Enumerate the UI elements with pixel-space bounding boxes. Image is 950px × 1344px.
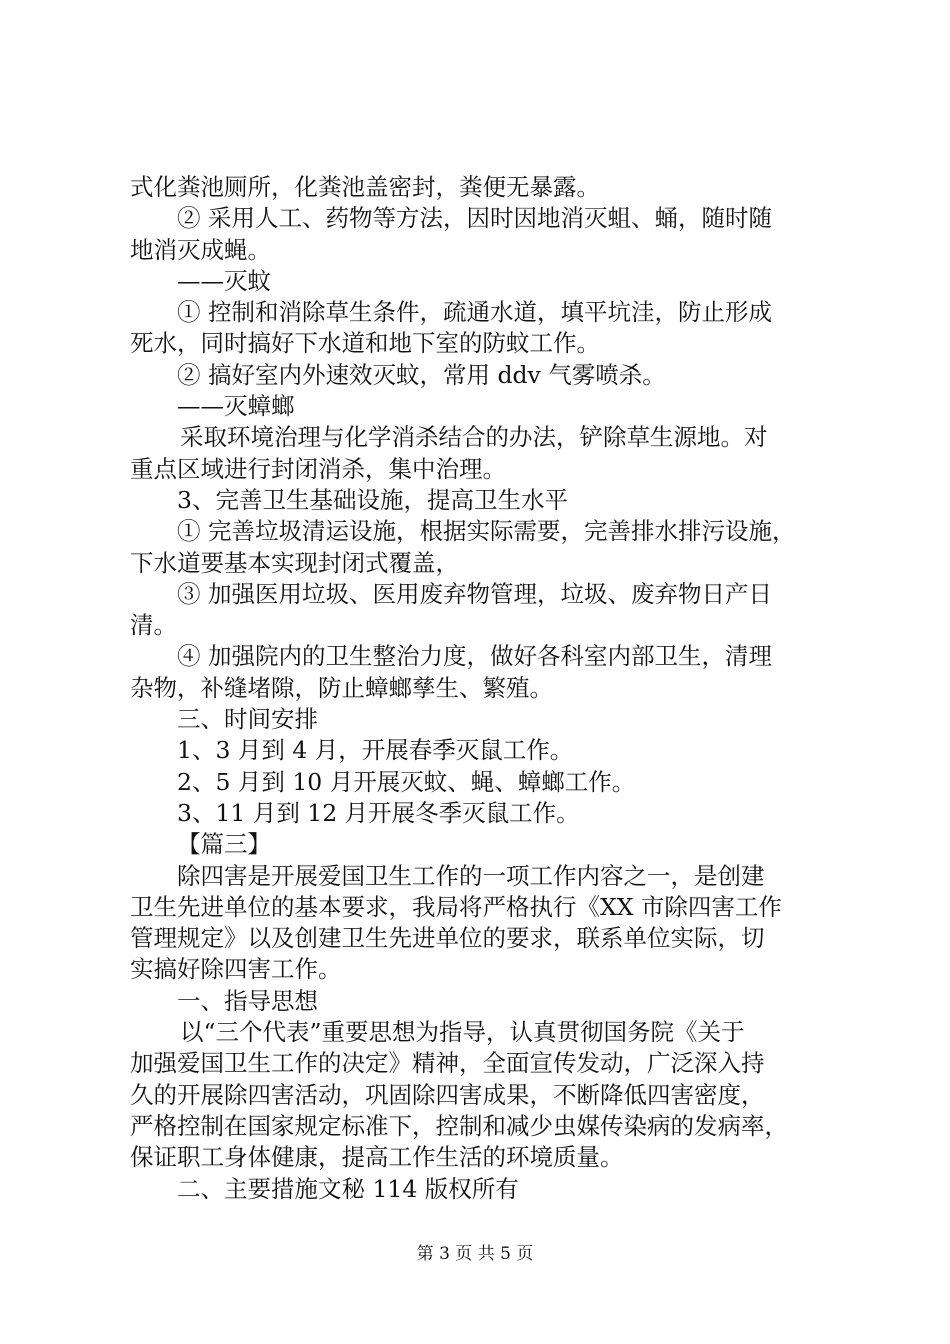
body-line: 加强爱国卫生工作的决定》精神，全面宣传发动，广泛深入持 <box>130 1049 765 1078</box>
body-line: 久的开展除四害活动，巩固除四害成果，不断降低四害密度， <box>130 1080 765 1109</box>
body-line: 实搞好除四害工作。 <box>130 955 342 984</box>
body-line: 严格控制在国家规定标准下，控制和减少虫媒传染病的发病率， <box>130 1111 788 1140</box>
body-line: 清。 <box>130 611 177 640</box>
body-line: 以“三个代表”重要思想为指导，认真贯彻国务院《关于 <box>180 1018 745 1047</box>
page-footer: 第 3 页 共 5 页 <box>416 1244 534 1264</box>
body-line: 2、5 月到 10 月开展灭蚊、蝇、蟑螂工作。 <box>177 767 636 796</box>
section-heading: ——灭蚊 <box>177 266 271 295</box>
section-heading: 三、时间安排 <box>177 705 318 734</box>
body-line: 式化粪池厕所，化粪池盖密封，粪便无暴露。 <box>130 173 600 201</box>
section-heading: 二、主要措施文秘 114 版权所有 <box>177 1174 519 1203</box>
body-line: 杂物，补缝堵隙，防止蟑螂孳生、繁殖。 <box>130 673 553 702</box>
chapter-heading: 【篇三】 <box>177 830 271 859</box>
body-line: ② 搞好室内外速效灭蚊，常用 ddv 气雾喷杀。 <box>177 360 666 389</box>
body-line: 3、11 月到 12 月开展冬季灭鼠工作。 <box>177 798 580 827</box>
section-heading: ——灭蟑螂 <box>177 392 295 421</box>
body-line: ② 采用人工、药物等方法，因时因地消灭蛆、蛹，随时随 <box>177 204 772 233</box>
body-line: 下水道要基本实现封闭式覆盖， <box>130 548 459 577</box>
body-line: ① 完善垃圾清运设施，根据实际需要，完善排水排污设施， <box>177 517 796 546</box>
body-line: 管理规定》以及创建卫生先进单位的要求，联系单位实际，切 <box>130 924 765 953</box>
body-line: 保证职工身体健康，提高工作生活的环境质量。 <box>130 1143 624 1172</box>
body-line: 重点区域进行封闭消杀，集中治理。 <box>130 454 506 483</box>
body-line: ③ 加强医用垃圾、医用废弃物管理，垃圾、废弃物日产日 <box>177 579 772 608</box>
body-line: 除四害是开展爱国卫生工作的一项工作内容之一，是创建 <box>177 861 765 890</box>
body-line: 1、3 月到 4 月，开展春季灭鼠工作。 <box>177 736 574 765</box>
section-heading: 一、指导思想 <box>177 986 318 1015</box>
body-line: 卫生先进单位的基本要求，我局将严格执行《XX 市除四害工作 <box>130 892 782 921</box>
body-line: ④ 加强院内的卫生整治力度，做好各科室内部卫生，清理 <box>177 642 772 671</box>
body-line: ① 控制和消除草生条件，疏通水道，填平坑洼，防止形成 <box>177 298 772 327</box>
body-line: 采取环境治理与化学消杀结合的办法，铲除草生源地。对 <box>180 423 768 452</box>
document-body <box>130 172 835 1205</box>
body-line: 死水，同时搞好下水道和地下室的防蚊工作。 <box>130 329 600 358</box>
body-line: 地消灭成蝇。 <box>130 235 271 264</box>
section-heading: 3、完善卫生基础设施，提高卫生水平 <box>177 485 568 514</box>
